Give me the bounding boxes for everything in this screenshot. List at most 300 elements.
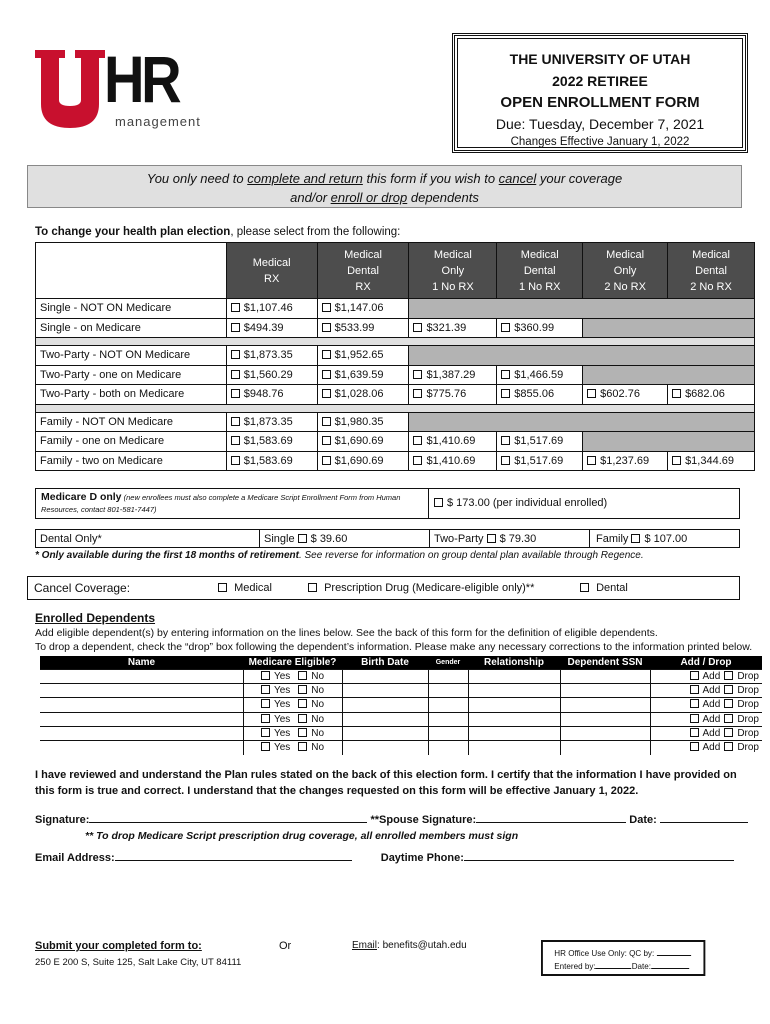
option-label: Yes bbox=[273, 685, 291, 697]
certification-statement: I have reviewed and understand the Plan rules stated on the back of this election form. I certify that the information I have provided on this form is true and correct. I understand that the changes requested on this form will be effective January 1, 2022. bbox=[35, 768, 737, 797]
add-drop[interactable] bbox=[650, 740, 762, 754]
no-checkbox[interactable] bbox=[298, 685, 307, 694]
separator bbox=[36, 404, 755, 412]
option-label: Add bbox=[702, 671, 721, 683]
no-checkbox[interactable] bbox=[298, 699, 307, 708]
add-checkbox[interactable] bbox=[690, 742, 699, 751]
daytime-phone-field[interactable] bbox=[464, 860, 734, 861]
birth-date-field[interactable] bbox=[342, 670, 428, 684]
coverage-tier-label: Family - two on Medicare bbox=[36, 451, 227, 471]
rate-price: $1,107.46 bbox=[243, 302, 293, 315]
rate-option[interactable] bbox=[317, 346, 409, 366]
checkbox[interactable] bbox=[322, 350, 331, 359]
dental-footnote bbox=[35, 550, 644, 561]
checkbox[interactable] bbox=[413, 323, 422, 332]
checkbox[interactable] bbox=[231, 389, 240, 398]
yes-checkbox[interactable] bbox=[261, 699, 270, 708]
checkbox[interactable] bbox=[487, 534, 496, 543]
rate-price: $1,344.69 bbox=[685, 454, 734, 467]
gender-field[interactable] bbox=[428, 712, 468, 726]
checkbox[interactable] bbox=[413, 456, 422, 465]
plan-intro bbox=[35, 226, 400, 238]
rate-price: $1,147.06 bbox=[334, 302, 384, 315]
signature-field[interactable] bbox=[89, 822, 367, 823]
ssn-field[interactable] bbox=[560, 740, 650, 754]
rate-price: $1,560.29 bbox=[243, 368, 293, 381]
rate-option[interactable] bbox=[409, 451, 497, 471]
gender-field[interactable] bbox=[428, 698, 468, 712]
birth-date-field[interactable] bbox=[342, 698, 428, 712]
rate-price: $533.99 bbox=[334, 321, 375, 334]
hr-office-use-box bbox=[541, 940, 705, 976]
rate-row bbox=[36, 412, 755, 432]
name-field[interactable] bbox=[40, 712, 243, 726]
rate-option[interactable] bbox=[497, 385, 583, 405]
add-checkbox[interactable] bbox=[690, 728, 699, 737]
rate-price: $1,387.29 bbox=[426, 368, 476, 381]
option-label: No bbox=[311, 699, 325, 711]
university-u-logo bbox=[35, 48, 105, 128]
email-address-label: Email Address: bbox=[35, 851, 115, 864]
medicare-d-option[interactable] bbox=[434, 497, 607, 509]
medicare-eligible[interactable] bbox=[243, 712, 342, 726]
no-checkbox[interactable] bbox=[298, 728, 307, 737]
separator bbox=[36, 338, 755, 346]
rate-option[interactable] bbox=[317, 451, 409, 471]
dependent-column-header: Name bbox=[40, 656, 243, 670]
cancel-coverage-row bbox=[27, 576, 740, 600]
dependent-column-header: Add / Drop bbox=[650, 656, 762, 670]
coverage-tier-label: Two-Party - both on Medicare bbox=[36, 385, 227, 405]
rate-price: $1,237.69 bbox=[600, 454, 650, 467]
rate-option[interactable] bbox=[497, 318, 583, 338]
option-label: Drop bbox=[737, 742, 759, 754]
unavailable-cell bbox=[409, 412, 755, 432]
add-drop[interactable] bbox=[650, 712, 762, 726]
cancel-prescription-option[interactable] bbox=[308, 582, 534, 594]
rate-option[interactable] bbox=[409, 385, 497, 405]
checkbox[interactable] bbox=[322, 389, 331, 398]
management-logo-text: management bbox=[115, 114, 201, 129]
banner-text: You only need to bbox=[146, 171, 248, 186]
checkbox[interactable] bbox=[413, 389, 422, 398]
checkbox[interactable] bbox=[231, 303, 240, 312]
checkbox[interactable] bbox=[631, 534, 640, 543]
yes-checkbox[interactable] bbox=[261, 714, 270, 723]
medicare-eligible[interactable] bbox=[243, 726, 342, 740]
name-field[interactable] bbox=[40, 726, 243, 740]
relationship-field[interactable] bbox=[468, 712, 560, 726]
column-header: Medical Only 2 No RX bbox=[583, 243, 668, 299]
unavailable-cell bbox=[583, 365, 755, 385]
option-label: Yes bbox=[273, 671, 291, 683]
cancel-coverage-label: Cancel Coverage: bbox=[34, 581, 131, 595]
medicare-eligible[interactable] bbox=[243, 698, 342, 712]
instructions-p2: To drop a dependent, check the “drop” box following the dependent’s information. Please make any necessary corrections to the information printed below. bbox=[35, 641, 753, 653]
email-address-field[interactable] bbox=[115, 860, 352, 861]
dependent-row bbox=[40, 712, 762, 726]
cancel-dental-option[interactable] bbox=[580, 582, 628, 594]
dependents-heading: Enrolled Dependents bbox=[35, 611, 156, 625]
relationship-field[interactable] bbox=[468, 670, 560, 684]
dependent-column-header: Gender bbox=[428, 656, 468, 670]
spouse-signature-field[interactable] bbox=[476, 822, 626, 823]
banner-text: your coverage bbox=[536, 171, 623, 186]
option-label: Add bbox=[702, 699, 721, 711]
university-name: THE UNIVERSITY OF UTAH bbox=[509, 51, 691, 67]
date-field[interactable] bbox=[660, 822, 748, 823]
dependents-instructions bbox=[35, 626, 762, 654]
medicare-d-price: $ 173.00 (per individual enrolled) bbox=[447, 497, 608, 509]
dental-only-row bbox=[35, 529, 740, 548]
checkbox[interactable] bbox=[231, 323, 240, 332]
rate-option[interactable] bbox=[226, 318, 317, 338]
medicare-d-note: (new enrollees must also complete a Medicare Script Enrollment Form from Human Resources, contact 801-581-7447) bbox=[41, 493, 401, 514]
rate-price: $948.76 bbox=[243, 388, 284, 401]
checkbox[interactable] bbox=[434, 498, 443, 507]
rate-option[interactable] bbox=[409, 365, 497, 385]
rate-option[interactable] bbox=[668, 385, 755, 405]
rate-option[interactable] bbox=[409, 432, 497, 452]
checkbox[interactable] bbox=[501, 456, 510, 465]
dependent-column-header: Birth Date bbox=[342, 656, 428, 670]
price: $ 39.60 bbox=[310, 533, 348, 545]
option-label: Add bbox=[702, 713, 721, 725]
checkbox[interactable] bbox=[501, 323, 510, 332]
option-label: Medical bbox=[234, 582, 272, 594]
rate-option[interactable] bbox=[317, 412, 409, 432]
drop-checkbox[interactable] bbox=[724, 728, 733, 737]
option-label: Drop bbox=[737, 699, 759, 711]
rate-price: $360.99 bbox=[514, 321, 555, 334]
plan-intro-rest: , please select from the following: bbox=[230, 226, 401, 238]
price: $ 79.30 bbox=[499, 533, 537, 545]
name-field[interactable] bbox=[40, 740, 243, 754]
banner-text: and/or bbox=[290, 190, 331, 205]
banner-emphasis: complete and return bbox=[247, 171, 363, 186]
rate-option[interactable] bbox=[317, 299, 409, 319]
column-header: Medical Dental RX bbox=[317, 243, 409, 299]
unavailable-cell bbox=[409, 346, 755, 366]
rate-price: $494.39 bbox=[243, 321, 284, 334]
rate-price: $855.06 bbox=[514, 388, 555, 401]
rate-option[interactable] bbox=[497, 451, 583, 471]
option-label: Single bbox=[264, 533, 295, 545]
checkbox[interactable] bbox=[501, 436, 510, 445]
option-label: No bbox=[311, 713, 325, 725]
dental-family-option[interactable] bbox=[596, 533, 687, 545]
rate-option[interactable] bbox=[497, 432, 583, 452]
checkbox[interactable] bbox=[322, 370, 331, 379]
spouse-signature-label: **Spouse Signature: bbox=[370, 813, 477, 826]
plan-intro-bold: To change your health plan election bbox=[35, 226, 231, 238]
add-checkbox[interactable] bbox=[690, 714, 699, 723]
email-label: Email bbox=[352, 940, 378, 951]
dependents-table bbox=[40, 656, 762, 755]
birth-date-field[interactable] bbox=[342, 726, 428, 740]
office-date-label: Date: bbox=[631, 961, 652, 971]
contact-row bbox=[35, 851, 762, 865]
rate-price: $682.06 bbox=[685, 388, 725, 401]
submit-address: 250 E 200 S, Suite 125, Salt Lake City, UT 84111 bbox=[35, 957, 242, 968]
checkbox[interactable] bbox=[672, 389, 681, 398]
option-label: Prescription Drug (Medicare-eligible only)** bbox=[324, 582, 535, 594]
option-label: Yes bbox=[273, 699, 291, 711]
email-value[interactable]: : benefits@utah.edu bbox=[377, 940, 467, 951]
dependent-row bbox=[40, 698, 762, 712]
rate-option[interactable] bbox=[317, 365, 409, 385]
checkbox[interactable] bbox=[587, 456, 596, 465]
daytime-phone-label: Daytime Phone: bbox=[380, 851, 464, 864]
rate-row bbox=[36, 299, 755, 319]
relationship-field[interactable] bbox=[468, 684, 560, 698]
dependent-row bbox=[40, 684, 762, 698]
checkbox[interactable] bbox=[501, 389, 510, 398]
name-field[interactable] bbox=[40, 670, 243, 684]
gender-field[interactable] bbox=[428, 740, 468, 754]
medicare-d-label-cell bbox=[41, 491, 426, 516]
checkbox[interactable] bbox=[413, 370, 422, 379]
rate-price: $1,517.69 bbox=[514, 454, 564, 467]
dependent-column-header: Medicare Eligible? bbox=[243, 656, 342, 670]
banner-text: dependents bbox=[407, 190, 479, 205]
date-label: Date: bbox=[629, 813, 657, 826]
option-label: No bbox=[311, 742, 325, 754]
birth-date-field[interactable] bbox=[342, 684, 428, 698]
health-plan-rates-table bbox=[35, 242, 755, 471]
banner-emphasis: cancel bbox=[498, 171, 537, 186]
rate-option[interactable] bbox=[317, 432, 409, 452]
gender-field[interactable] bbox=[428, 726, 468, 740]
drop-checkbox[interactable] bbox=[724, 699, 733, 708]
birth-date-field[interactable] bbox=[342, 740, 428, 754]
rate-price: $321.39 bbox=[426, 321, 467, 334]
rate-price: $1,517.69 bbox=[514, 435, 564, 448]
checkbox[interactable] bbox=[218, 583, 227, 592]
rate-option[interactable] bbox=[668, 451, 755, 471]
yes-checkbox[interactable] bbox=[261, 728, 270, 737]
column-header: Medical RX bbox=[226, 243, 317, 299]
form-year: 2022 RETIREE bbox=[552, 73, 648, 89]
medicare-eligible[interactable] bbox=[243, 740, 342, 754]
coverage-tier-label: Two-Party - NOT ON Medicare bbox=[36, 346, 227, 366]
rate-price: $1,952.65 bbox=[334, 349, 384, 362]
rate-price: $1,583.69 bbox=[243, 454, 293, 467]
checkbox[interactable] bbox=[587, 389, 596, 398]
rate-price: $1,639.59 bbox=[334, 368, 384, 381]
rate-price: $1,980.35 bbox=[334, 415, 384, 428]
birth-date-field[interactable] bbox=[342, 712, 428, 726]
rate-price: $1,028.06 bbox=[334, 388, 384, 401]
rate-option[interactable] bbox=[226, 346, 317, 366]
relationship-field[interactable] bbox=[468, 726, 560, 740]
signature-row bbox=[35, 813, 762, 827]
rate-price: $1,466.59 bbox=[514, 368, 564, 381]
rate-option[interactable] bbox=[226, 299, 317, 319]
instruction-banner bbox=[27, 165, 742, 208]
drop-checkbox[interactable] bbox=[724, 714, 733, 723]
ssn-field[interactable] bbox=[560, 726, 650, 740]
rate-price: $602.76 bbox=[600, 388, 640, 401]
form-title: OPEN ENROLLMENT FORM bbox=[500, 94, 700, 111]
banner-text: this form if you wish to bbox=[362, 171, 499, 186]
gender-field[interactable] bbox=[428, 684, 468, 698]
medicare-eligible[interactable] bbox=[243, 684, 342, 698]
rate-price: $1,410.69 bbox=[426, 454, 476, 467]
option-label: Drop bbox=[737, 713, 759, 725]
add-drop[interactable] bbox=[650, 684, 762, 698]
rate-price: $1,410.69 bbox=[426, 435, 476, 448]
option-label: Drop bbox=[737, 727, 759, 739]
rate-price: $775.76 bbox=[426, 388, 467, 401]
cancel-medical-option[interactable] bbox=[218, 582, 272, 594]
footnote-rest: . See reverse for information on group dental plan available through Regence. bbox=[298, 550, 644, 561]
option-label: Add bbox=[702, 727, 721, 739]
rate-price: $1,873.35 bbox=[243, 415, 293, 428]
rate-option[interactable] bbox=[317, 318, 409, 338]
checkbox[interactable] bbox=[322, 323, 331, 332]
checkbox[interactable] bbox=[322, 303, 331, 312]
no-checkbox[interactable] bbox=[298, 742, 307, 751]
rate-price: $1,690.69 bbox=[334, 435, 384, 448]
rate-option[interactable] bbox=[226, 385, 317, 405]
option-label: Yes bbox=[273, 742, 291, 754]
add-drop[interactable] bbox=[650, 670, 762, 684]
checkbox[interactable] bbox=[501, 370, 510, 379]
rate-row bbox=[36, 346, 755, 366]
checkbox[interactable] bbox=[322, 417, 331, 426]
ssn-field[interactable] bbox=[560, 684, 650, 698]
add-drop[interactable] bbox=[650, 698, 762, 712]
dependent-row bbox=[40, 726, 762, 740]
rate-option[interactable] bbox=[583, 451, 668, 471]
name-field[interactable] bbox=[40, 684, 243, 698]
dependents-and-signature-section bbox=[35, 611, 762, 865]
corner-cell bbox=[36, 243, 227, 299]
dental-only-label: Dental Only* bbox=[40, 533, 102, 545]
drop-checkbox[interactable] bbox=[724, 685, 733, 694]
yes-checkbox[interactable] bbox=[261, 671, 270, 680]
checkbox[interactable] bbox=[308, 583, 317, 592]
checkbox[interactable] bbox=[231, 417, 240, 426]
checkbox[interactable] bbox=[580, 583, 589, 592]
column-header: Medical Dental 2 No RX bbox=[668, 243, 755, 299]
checkbox[interactable] bbox=[298, 534, 307, 543]
banner-emphasis: enroll or drop bbox=[330, 190, 408, 205]
dependent-row bbox=[40, 670, 762, 684]
form-title-box bbox=[452, 33, 748, 153]
dental-two-party-option[interactable] bbox=[434, 533, 536, 545]
medicare-d-label: Medicare D only bbox=[41, 491, 122, 503]
checkbox[interactable] bbox=[231, 436, 240, 445]
dependent-column-header: Relationship bbox=[468, 656, 560, 670]
rate-row bbox=[36, 365, 755, 385]
separator-row bbox=[36, 404, 755, 412]
medicare-d-box bbox=[35, 488, 740, 519]
dependent-column-header: Dependent SSN bbox=[560, 656, 650, 670]
drop-checkbox[interactable] bbox=[724, 742, 733, 751]
rate-option[interactable] bbox=[226, 432, 317, 452]
or-text: Or bbox=[279, 940, 292, 952]
due-date: Due: Tuesday, December 7, 2021 bbox=[495, 116, 705, 132]
unavailable-cell bbox=[409, 299, 755, 319]
signature-label: Signature: bbox=[35, 813, 90, 826]
yes-checkbox[interactable] bbox=[261, 685, 270, 694]
add-checkbox[interactable] bbox=[690, 685, 699, 694]
medicare-eligible[interactable] bbox=[243, 670, 342, 684]
option-label: No bbox=[311, 727, 325, 739]
option-label: Drop bbox=[737, 685, 759, 697]
gender-field[interactable] bbox=[428, 670, 468, 684]
separator-row bbox=[36, 338, 755, 346]
rate-option[interactable] bbox=[317, 385, 409, 405]
submit-label: Submit your completed form to: bbox=[35, 940, 202, 952]
checkbox[interactable] bbox=[413, 436, 422, 445]
rate-option[interactable] bbox=[583, 385, 668, 405]
no-checkbox[interactable] bbox=[298, 714, 307, 723]
office-entered-label: Entered by: bbox=[554, 961, 596, 971]
option-label: Yes bbox=[273, 713, 291, 725]
checkbox[interactable] bbox=[231, 350, 240, 359]
checkbox[interactable] bbox=[322, 456, 331, 465]
rate-option[interactable] bbox=[226, 451, 317, 471]
drop-checkbox[interactable] bbox=[724, 671, 733, 680]
rate-option[interactable] bbox=[226, 412, 317, 432]
checkbox[interactable] bbox=[231, 456, 240, 465]
option-label: Yes bbox=[273, 727, 291, 739]
option-label: Two-Party bbox=[434, 533, 484, 545]
checkbox[interactable] bbox=[322, 436, 331, 445]
unavailable-cell bbox=[583, 432, 755, 452]
ssn-field[interactable] bbox=[560, 670, 650, 684]
rate-row bbox=[36, 318, 755, 338]
dependent-row bbox=[40, 740, 762, 754]
coverage-tier-label: Single - NOT ON Medicare bbox=[36, 299, 227, 319]
option-label: No bbox=[311, 685, 325, 697]
yes-checkbox[interactable] bbox=[261, 742, 270, 751]
checkbox[interactable] bbox=[231, 370, 240, 379]
rate-option[interactable] bbox=[226, 365, 317, 385]
instructions-p1: Add eligible dependent(s) by entering information on the lines below. See the back of this form for the definition of eligible dependents. bbox=[35, 627, 658, 639]
unavailable-cell bbox=[583, 318, 755, 338]
checkbox[interactable] bbox=[672, 456, 681, 465]
footnote-bold: * Only available during the first 18 months of retirement bbox=[35, 550, 299, 561]
add-checkbox[interactable] bbox=[690, 699, 699, 708]
option-label: No bbox=[311, 671, 325, 683]
rate-price: $1,873.35 bbox=[243, 349, 293, 362]
no-checkbox[interactable] bbox=[298, 671, 307, 680]
option-label: Family bbox=[596, 533, 629, 545]
relationship-field[interactable] bbox=[468, 740, 560, 754]
add-checkbox[interactable] bbox=[690, 671, 699, 680]
submit-email bbox=[352, 940, 467, 951]
dental-single-option[interactable] bbox=[264, 533, 347, 545]
coverage-tier-label: Single - on Medicare bbox=[36, 318, 227, 338]
relationship-field[interactable] bbox=[468, 698, 560, 712]
rate-row bbox=[36, 451, 755, 471]
ssn-field[interactable] bbox=[560, 712, 650, 726]
rate-price: $1,690.69 bbox=[334, 454, 384, 467]
column-header: Medical Dental 1 No RX bbox=[497, 243, 583, 299]
name-field[interactable] bbox=[40, 698, 243, 712]
rate-row bbox=[36, 432, 755, 452]
add-drop[interactable] bbox=[650, 726, 762, 740]
rate-option[interactable] bbox=[409, 318, 497, 338]
option-label: Add bbox=[702, 685, 721, 697]
rate-option[interactable] bbox=[497, 365, 583, 385]
ssn-field[interactable] bbox=[560, 698, 650, 712]
signature-note: ** To drop Medicare Script prescription drug coverage, all enrolled members must sign bbox=[85, 829, 519, 842]
